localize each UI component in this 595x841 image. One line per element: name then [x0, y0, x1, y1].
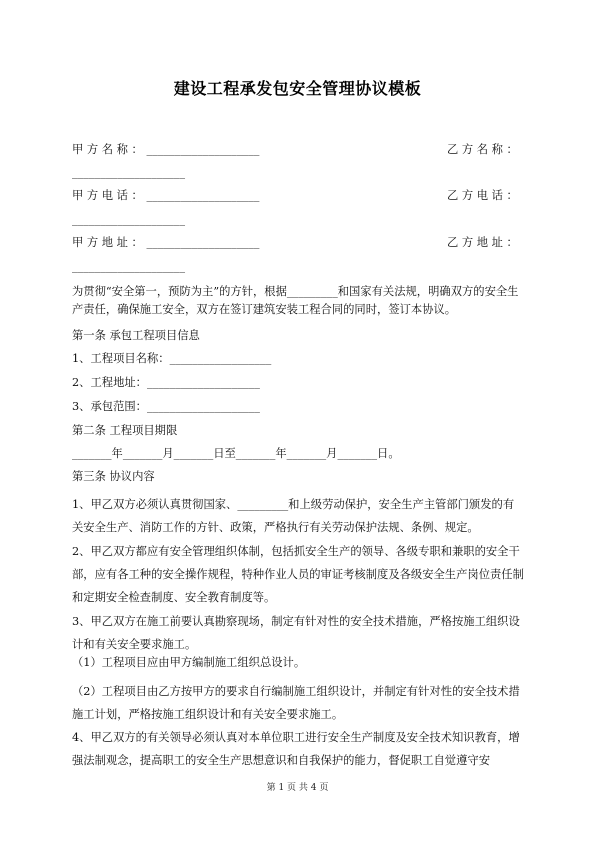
- article1-item-project-name: 1、工程项目名称：__________________: [72, 352, 272, 365]
- party-b-name-blank: ____________________: [72, 166, 185, 179]
- party-a-name-field: 甲 方 名 称 ： ____________________: [72, 143, 260, 156]
- article1-item-scope: 3、承包范围：____________________: [72, 400, 260, 413]
- party-b-phone-blank: ____________________: [72, 213, 185, 226]
- party-b-address-label: 乙 方 地 址 ：: [447, 236, 518, 249]
- article3-subitem-2: （2）工程项目由乙方按甲方的要求自行编制施工组织设计，并制定有针对性的安全技术措施工计划，严格按施工组织设计和有关安全要求施工。: [72, 685, 520, 721]
- article3-heading: 第三条 协议内容: [72, 470, 155, 483]
- article3-subitem-1: （1）工程项目应由甲方编制施工组织总设计。: [72, 656, 306, 669]
- article3-paragraph-2: 2、甲乙双方都应有安全管理组织体制，包括抓安全生产的领导、各级专职和兼职的安全干部，应有各工种的安全操作规程，特种作业人员的审证考核制度及各级安全生产岗位责任制和定期安全检查制度、安全教育制度等。: [72, 545, 524, 604]
- article1-item-address: 2、工程地址：____________________: [72, 376, 260, 389]
- article3-paragraph-1: 1、甲乙双方必须认真贯彻国家、_________和上级劳动保护，安全生产主管部门颁发的有关安全生产、消防工作的方针、政策，严格执行有关劳动保护法规、条例、规定。: [72, 498, 515, 534]
- article1-heading: 第一条 承包工程项目信息: [72, 329, 200, 342]
- article3-paragraph-4: 4、甲乙双方的有关领导必须认真对本单位职工进行安全生产制度及安全技术知识教育，增强法制观念，提高职工的安全生产思想意识和自我保护的能力，督促职工自觉遵守安: [72, 731, 520, 767]
- party-b-address-blank: ____________________: [72, 260, 185, 273]
- document-title: 建设工程承发包安全管理协议模板: [173, 79, 422, 98]
- article2-heading: 第二条 工程项目期限: [72, 424, 178, 437]
- party-a-address-field: 甲 方 地 址 ： ____________________: [72, 236, 260, 249]
- page-footer: 第 1 页 共 4 页: [266, 783, 329, 793]
- article3-paragraph-3: 3、甲乙双方在施工前要认真勘察现场，制定有针对性的安全技术措施，严格按施工组织设计和有关安全要求施工。: [72, 615, 520, 651]
- party-a-phone-field: 甲 方 电 话 ： ____________________: [72, 189, 260, 202]
- party-b-name-label: 乙 方 名 称 ：: [447, 143, 518, 156]
- intro-paragraph: 为贯彻“安全第一，预防为主”的方针，根据_________和国家有关法规，明确双方的安全生产责任，确保施工安全，双方在签订建筑安装工程合同的同时，签订本协议。: [72, 285, 519, 316]
- party-b-phone-label: 乙 方 电 话 ：: [447, 189, 518, 202]
- article2-dates: _______年_______月_______日至_______年_______月_______日。: [72, 447, 400, 460]
